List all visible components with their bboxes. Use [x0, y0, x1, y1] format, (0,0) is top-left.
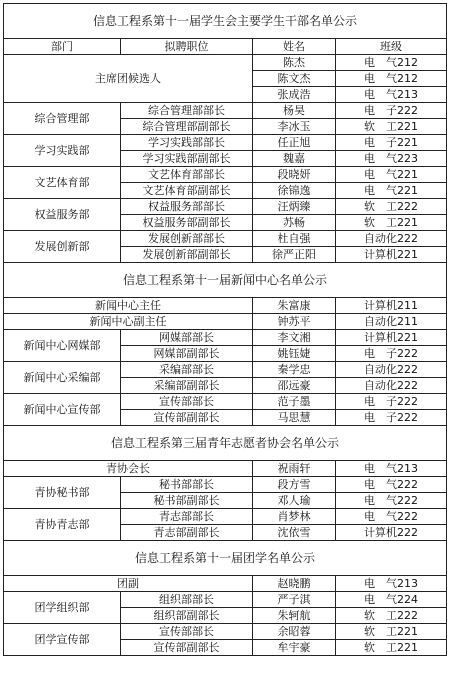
name-cell: 李冰玉 — [253, 119, 336, 135]
class-cell: 电 气213 — [336, 461, 447, 477]
column-header: 部门 — [4, 39, 121, 55]
class-cell: 电 气212 — [336, 71, 447, 87]
table-row — [4, 231, 447, 247]
department-cell: 主席团候选人 — [4, 55, 253, 103]
table-row — [4, 135, 447, 151]
class-cell: 软 工222 — [336, 199, 447, 215]
class-cell: 电 子221 — [336, 135, 447, 151]
position-cell: 文艺体育部部长 — [121, 167, 253, 183]
table-row — [4, 298, 447, 314]
table-row — [4, 477, 447, 493]
table-row — [4, 624, 447, 640]
position-cell: 宣传部部长 — [121, 624, 253, 640]
section-title: 信息工程系第十一届新闻中心名单公示 — [4, 263, 447, 298]
position-cell: 网媒部部长 — [121, 330, 253, 346]
position-cell: 网媒部副部长 — [121, 346, 253, 362]
class-cell: 电 子222 — [336, 346, 447, 362]
name-cell: 马思慧 — [253, 410, 336, 426]
department-cell: 团副 — [4, 576, 253, 592]
name-cell: 汪炳臻 — [253, 199, 336, 215]
name-cell: 杨昊 — [253, 103, 336, 119]
name-cell: 钟苏平 — [253, 314, 336, 330]
table-row — [4, 576, 447, 592]
position-cell: 综合管理部部长 — [121, 103, 253, 119]
name-cell: 赵晓鹏 — [253, 576, 336, 592]
class-cell: 电 气222 — [336, 493, 447, 509]
table-row — [4, 103, 447, 119]
column-header: 姓名 — [253, 39, 336, 55]
position-cell: 权益服务部副部长 — [121, 215, 253, 231]
column-header-row — [4, 39, 447, 55]
class-cell: 计算机221 — [336, 330, 447, 346]
class-cell: 软 工221 — [336, 640, 447, 656]
class-cell: 电 气224 — [336, 592, 447, 608]
name-cell: 沈依雪 — [253, 525, 336, 541]
position-cell: 发展创新部副部长 — [121, 247, 253, 263]
position-cell: 学习实践部副部长 — [121, 151, 253, 167]
column-header: 拟聘职位 — [121, 39, 253, 55]
position-cell: 秘书部部长 — [121, 477, 253, 493]
roster-table — [3, 3, 447, 656]
position-cell: 综合管理部副部长 — [121, 119, 253, 135]
name-cell: 李文湘 — [253, 330, 336, 346]
table-row — [4, 167, 447, 183]
name-cell: 杜自强 — [253, 231, 336, 247]
name-cell: 段方雪 — [253, 477, 336, 493]
position-cell: 采编部部长 — [121, 362, 253, 378]
name-cell: 任正旭 — [253, 135, 336, 151]
table-row — [4, 394, 447, 410]
class-cell: 电 子222 — [336, 394, 447, 410]
position-cell: 秘书部副部长 — [121, 493, 253, 509]
name-cell: 范子墨 — [253, 394, 336, 410]
name-cell: 朱富康 — [253, 298, 336, 314]
position-cell: 组织部副部长 — [121, 608, 253, 624]
position-cell: 青志部部长 — [121, 509, 253, 525]
table-row — [4, 199, 447, 215]
table-row — [4, 461, 447, 477]
department-cell: 学习实践部 — [4, 135, 121, 167]
position-cell: 青志部副部长 — [121, 525, 253, 541]
position-cell: 采编部副部长 — [121, 378, 253, 394]
name-cell: 徐锦逸 — [253, 183, 336, 199]
class-cell: 软 工222 — [336, 608, 447, 624]
position-cell: 宣传部部长 — [121, 394, 253, 410]
table-row — [4, 362, 447, 378]
class-cell: 软 工221 — [336, 119, 447, 135]
department-cell: 青协青志部 — [4, 509, 121, 541]
section-title-row — [4, 4, 447, 39]
name-cell: 姚钰婕 — [253, 346, 336, 362]
class-cell: 电 气222 — [336, 509, 447, 525]
class-cell: 电 子222 — [336, 103, 447, 119]
class-cell: 自动化222 — [336, 378, 447, 394]
table-row — [4, 330, 447, 346]
roster-body — [4, 4, 447, 656]
department-cell: 新闻中心采编部 — [4, 362, 121, 394]
class-cell: 自动化222 — [336, 362, 447, 378]
class-cell: 电 气221 — [336, 167, 447, 183]
section-title: 信息工程系第三届青年志愿者协会名单公示 — [4, 426, 447, 461]
department-cell: 青协会长 — [4, 461, 253, 477]
position-cell: 学习实践部部长 — [121, 135, 253, 151]
class-cell: 自动化211 — [336, 314, 447, 330]
position-cell: 权益服务部部长 — [121, 199, 253, 215]
section-title-row — [4, 263, 447, 298]
position-cell: 文艺体育部副部长 — [121, 183, 253, 199]
class-cell: 电 子222 — [336, 410, 447, 426]
position-cell: 组织部部长 — [121, 592, 253, 608]
class-cell: 电 气212 — [336, 55, 447, 71]
section-title-row — [4, 541, 447, 576]
class-cell: 自动化222 — [336, 231, 447, 247]
department-cell: 综合管理部 — [4, 103, 121, 135]
department-cell: 新闻中心副主任 — [4, 314, 253, 330]
name-cell: 苏畅 — [253, 215, 336, 231]
class-cell: 电 气223 — [336, 151, 447, 167]
department-cell: 发展创新部 — [4, 231, 121, 263]
section-title: 信息工程系第十一届学生会主要学生干部名单公示 — [4, 4, 447, 39]
department-cell: 新闻中心网媒部 — [4, 330, 121, 362]
name-cell: 徐严正阳 — [253, 247, 336, 263]
table-row — [4, 314, 447, 330]
column-header: 班级 — [336, 39, 447, 55]
department-cell: 团学宣传部 — [4, 624, 121, 656]
name-cell: 余昭蓉 — [253, 624, 336, 640]
position-cell: 宣传部副部长 — [121, 640, 253, 656]
name-cell: 严子淇 — [253, 592, 336, 608]
name-cell: 牟宇豪 — [253, 640, 336, 656]
name-cell: 邵远豪 — [253, 378, 336, 394]
name-cell: 朱轲航 — [253, 608, 336, 624]
department-cell: 新闻中心宣传部 — [4, 394, 121, 426]
class-cell: 电 气213 — [336, 87, 447, 103]
position-cell: 宣传部副部长 — [121, 410, 253, 426]
department-cell: 青协秘书部 — [4, 477, 121, 509]
class-cell: 电 气222 — [336, 477, 447, 493]
section-title: 信息工程系第十一届团学名单公示 — [4, 541, 447, 576]
department-cell: 文艺体育部 — [4, 167, 121, 199]
name-cell: 肖梦林 — [253, 509, 336, 525]
department-cell: 团学组织部 — [4, 592, 121, 624]
table-row — [4, 592, 447, 608]
table-row — [4, 55, 447, 71]
class-cell: 计算机211 — [336, 298, 447, 314]
name-cell: 陈杰 — [253, 55, 336, 71]
department-cell: 权益服务部 — [4, 199, 121, 231]
class-cell: 软 工221 — [336, 624, 447, 640]
section-title-row — [4, 426, 447, 461]
class-cell: 电 气221 — [336, 183, 447, 199]
name-cell: 魏嘉 — [253, 151, 336, 167]
position-cell: 发展创新部部长 — [121, 231, 253, 247]
name-cell: 秦学忠 — [253, 362, 336, 378]
name-cell: 祝雨轩 — [253, 461, 336, 477]
class-cell: 计算机222 — [336, 525, 447, 541]
table-row — [4, 509, 447, 525]
name-cell: 段晓妍 — [253, 167, 336, 183]
department-cell: 新闻中心主任 — [4, 298, 253, 314]
class-cell: 电 气213 — [336, 576, 447, 592]
name-cell: 邓人瑜 — [253, 493, 336, 509]
name-cell: 陈文杰 — [253, 71, 336, 87]
name-cell: 张成浩 — [253, 87, 336, 103]
class-cell: 计算机221 — [336, 247, 447, 263]
class-cell: 软 工221 — [336, 215, 447, 231]
